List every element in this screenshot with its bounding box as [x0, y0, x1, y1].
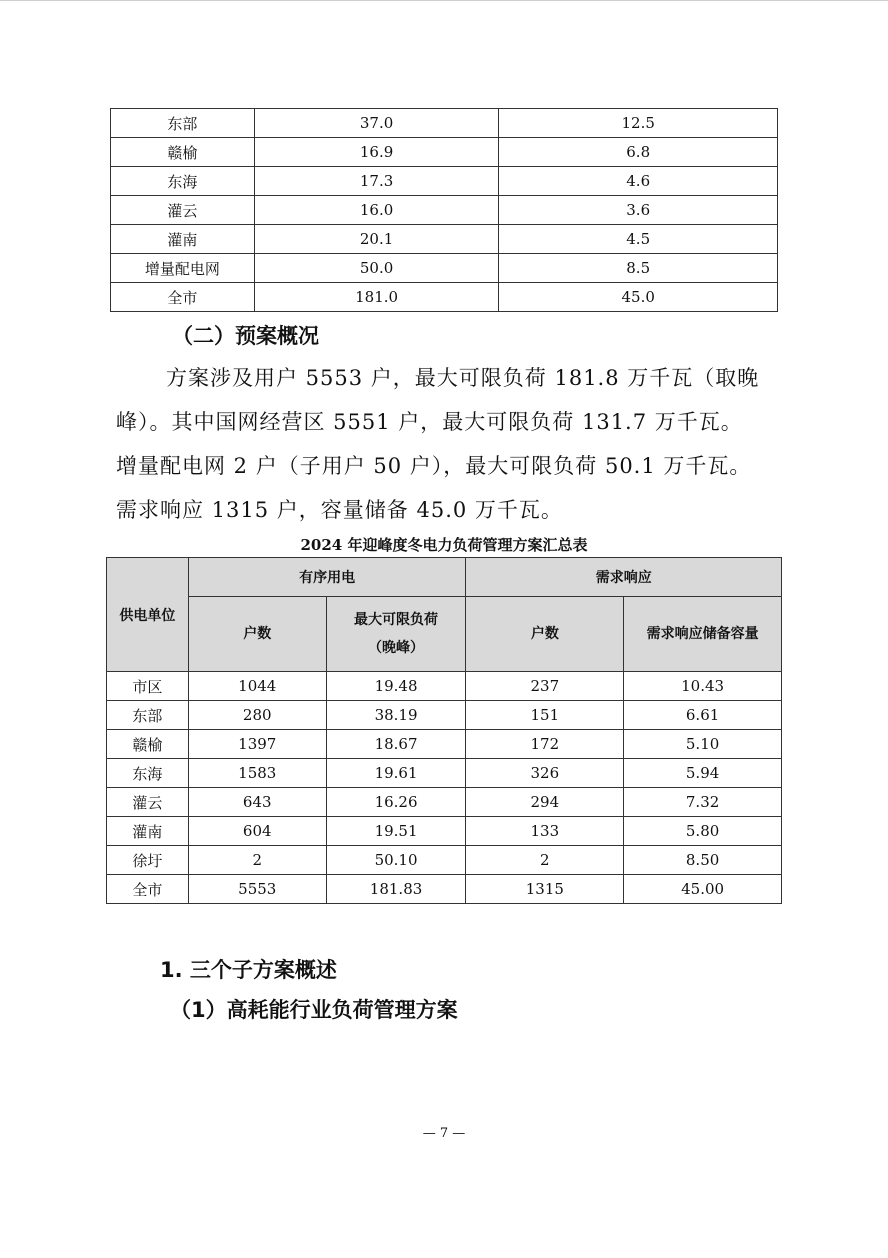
table-cell: 5.80 — [624, 817, 782, 846]
table-cell: 20.1 — [254, 225, 499, 254]
table-cell: 3.6 — [499, 196, 778, 225]
table-cell: 市区 — [107, 672, 189, 701]
table-row — [111, 109, 778, 138]
table-cell: 19.51 — [326, 817, 466, 846]
table-cell: 东部 — [111, 109, 255, 138]
table-row — [111, 254, 778, 283]
header-max-load — [326, 597, 466, 672]
table-cell: 4.6 — [499, 167, 778, 196]
table-cell: 1315 — [466, 875, 624, 904]
table-cell: 5.10 — [624, 730, 782, 759]
table-row — [111, 138, 778, 167]
table-cell: 8.5 — [499, 254, 778, 283]
table-cell: 133 — [466, 817, 624, 846]
table-cell: 增量配电网 — [111, 254, 255, 283]
table-cell: 12.5 — [499, 109, 778, 138]
table-cell: 灌云 — [107, 788, 189, 817]
table-caption: 2024 年迎峰度冬电力负荷管理方案汇总表 — [300, 536, 588, 554]
table-cell: 45.00 — [624, 875, 782, 904]
table-cell: 643 — [188, 788, 326, 817]
table-cell: 181.83 — [326, 875, 466, 904]
table-cell: 东部 — [107, 701, 189, 730]
table-cell: 灌南 — [111, 225, 255, 254]
table-cell: 172 — [466, 730, 624, 759]
table-row — [107, 730, 782, 759]
table-cell: 16.9 — [254, 138, 499, 167]
header-max-load-label: 最大可限负荷 — [354, 612, 439, 628]
table-cell: 19.61 — [326, 759, 466, 788]
table-cell: 237 — [466, 672, 624, 701]
table-cell: 赣榆 — [111, 138, 255, 167]
table-row — [107, 672, 782, 701]
table-cell: 全市 — [107, 875, 189, 904]
table-cell: 50.0 — [254, 254, 499, 283]
table-row — [111, 167, 778, 196]
table-row — [107, 817, 782, 846]
top-border-line — [0, 0, 888, 1]
table-cell: 280 — [188, 701, 326, 730]
table-cell: 7.32 — [624, 788, 782, 817]
table-cell: 19.48 — [326, 672, 466, 701]
table-cell: 灌南 — [107, 817, 189, 846]
table-cell: 50.10 — [326, 846, 466, 875]
table-cell: 8.50 — [624, 846, 782, 875]
table-cell: 38.19 — [326, 701, 466, 730]
table-cell: 6.8 — [499, 138, 778, 167]
header-orderly: 有序用电 — [188, 558, 466, 597]
table-cell: 181.0 — [254, 283, 499, 312]
page-number: — 7 — — [422, 1126, 466, 1141]
table-row — [107, 788, 782, 817]
table-cell: 604 — [188, 817, 326, 846]
summary-table — [106, 557, 782, 904]
table-cell: 16.26 — [326, 788, 466, 817]
heading-subplans: 1. 三个子方案概述 — [160, 958, 337, 982]
table-cell: 东海 — [107, 759, 189, 788]
table-cell: 4.5 — [499, 225, 778, 254]
header-households: 户数 — [188, 597, 326, 672]
top-table — [110, 108, 778, 312]
table-cell: 6.61 — [624, 701, 782, 730]
table-row — [111, 196, 778, 225]
header-reserve: 需求响应储备容量 — [624, 597, 782, 672]
table-cell: 2 — [466, 846, 624, 875]
table-cell: 2 — [188, 846, 326, 875]
table-cell: 10.43 — [624, 672, 782, 701]
table-cell: 5553 — [188, 875, 326, 904]
table-row — [107, 846, 782, 875]
table-cell: 5.94 — [624, 759, 782, 788]
table-cell: 1044 — [188, 672, 326, 701]
paragraph-line: 增量配电网 2 户（子用户 50 户），最大可限负荷 50.1 万千瓦。 — [116, 454, 752, 478]
table-cell: 灌云 — [111, 196, 255, 225]
table-cell: 17.3 — [254, 167, 499, 196]
header-demand: 需求响应 — [466, 558, 782, 597]
table-cell: 1583 — [188, 759, 326, 788]
table-cell: 16.0 — [254, 196, 499, 225]
table-row — [111, 283, 778, 312]
table-cell: 全市 — [111, 283, 255, 312]
paragraph-line: 峰）。其中国网经营区 5551 户，最大可限负荷 131.7 万千瓦。 — [116, 410, 743, 434]
overview-paragraph — [116, 356, 776, 532]
table-row — [111, 225, 778, 254]
paragraph-line: 需求响应 1315 户，容量储备 45.0 万千瓦。 — [116, 498, 563, 522]
table-cell: 151 — [466, 701, 624, 730]
table-cell: 赣榆 — [107, 730, 189, 759]
paragraph-line: 方案涉及用户 5553 户，最大可限负荷 181.8 万千瓦（取晚 — [166, 366, 760, 390]
section-title: （二）预案概况 — [172, 324, 319, 348]
header-max-load-note: （晚峰） — [368, 640, 425, 656]
table-cell: 326 — [466, 759, 624, 788]
table-row — [107, 701, 782, 730]
table-cell: 37.0 — [254, 109, 499, 138]
table-cell: 1397 — [188, 730, 326, 759]
table-row — [107, 759, 782, 788]
table-cell: 45.0 — [499, 283, 778, 312]
table-cell: 徐圩 — [107, 846, 189, 875]
table-cell: 18.67 — [326, 730, 466, 759]
table-row — [107, 875, 782, 904]
header-unit: 供电单位 — [107, 558, 189, 672]
header-households2: 户数 — [466, 597, 624, 672]
table-cell: 294 — [466, 788, 624, 817]
table-cell: 东海 — [111, 167, 255, 196]
heading-high-energy: （1）高耗能行业负荷管理方案 — [170, 998, 458, 1022]
